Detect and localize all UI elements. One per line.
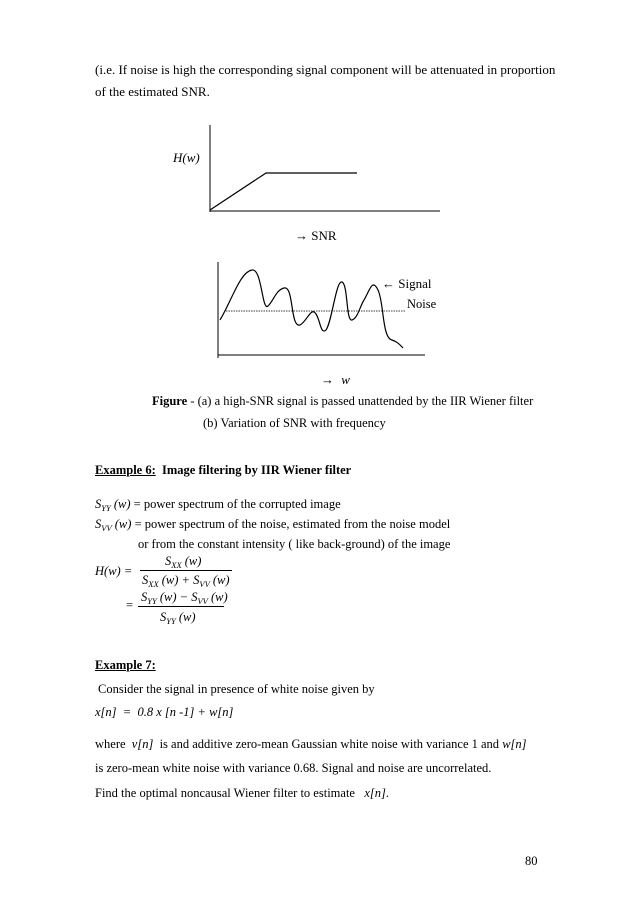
figure-caption-line-2: (b) Variation of SNR with frequency [203, 416, 386, 430]
line-3-period: . [385, 786, 389, 800]
h-den-subscript-a: XX [148, 579, 159, 589]
h-denominator [142, 573, 230, 589]
svv-definition [95, 517, 450, 533]
example-7-equation: x[n] = 0.8 x [n -1] + w[n] [95, 705, 234, 719]
svv-argument: (w) [114, 517, 132, 531]
f2-num-middle: (w) − S [156, 590, 198, 604]
v-symbol: v[n] [131, 737, 154, 751]
signal-label-text: Signal [398, 276, 432, 291]
figure-a-y-label: H(w) [173, 150, 200, 165]
f2-num-subscript-b: VV [197, 596, 208, 606]
eq-sign: = [126, 598, 134, 612]
example-6-label: Example 6: [95, 463, 156, 477]
h-den-middle: (w) + S [158, 573, 200, 587]
f2-numerator [141, 590, 228, 606]
svv-symbol: S [95, 517, 102, 531]
figure-caption-text: - (a) a high-SNR signal is passed unattended by the IIR Wiener filter [187, 394, 534, 408]
intro-line-1: (i.e. If noise is high the corresponding signal component will be attenuated in proportion [95, 62, 556, 77]
h-numerator [165, 554, 201, 570]
svv-continuation: or from the constant intensity ( like back-ground) of the image [138, 537, 451, 551]
example-7-line-2: is zero-mean white noise with variance 0.68. Signal and noise are uncorrelated. [95, 761, 492, 775]
h-num-argument: (w) [181, 554, 202, 568]
where-description: is and additive zero-mean Gaussian white noise with variance 1 and [153, 737, 503, 751]
syy-subscript: YY [101, 503, 111, 513]
figure-b-x-label [321, 372, 350, 388]
signal-label [382, 276, 431, 292]
left-arrow-icon: ← [382, 276, 395, 291]
h-den-symbol-a: S [142, 573, 149, 587]
figure-caption-line-1 [152, 394, 533, 409]
w-symbol: w[n] [502, 737, 527, 751]
example-6-heading [95, 463, 351, 478]
x-symbol: x[n] [364, 786, 386, 800]
page-number: 80 [525, 854, 538, 868]
f2-den-symbol: S [160, 610, 167, 624]
f2-den-argument: (w) [175, 610, 196, 624]
f2-den-subscript: YY [166, 616, 176, 626]
example-7-heading: Example 7: [95, 658, 156, 672]
syy-symbol: S [95, 497, 102, 511]
f2-denominator [160, 610, 196, 626]
f2-num-symbol-a: S [141, 590, 148, 604]
syy-description: = power spectrum of the corrupted image [130, 497, 341, 511]
signal-curve [220, 270, 403, 348]
figure-a-x-label [295, 228, 337, 244]
h-num-symbol: S [165, 554, 172, 568]
svv-description: = power spectrum of the noise, estimated from the noise model [131, 517, 451, 531]
intro-line-2: of the estimated SNR. [95, 84, 210, 99]
h-den-subscript-b: VV [199, 579, 210, 589]
h-fraction-bar [140, 570, 232, 571]
example-7-intro: Consider the signal in presence of white noise given by [98, 682, 375, 696]
svv-subscript: VV [101, 523, 112, 533]
h-den-end: (w) [209, 573, 230, 587]
f2-fraction-bar [138, 606, 224, 607]
example-6-title: Image filtering by IIR Wiener filter [155, 463, 352, 477]
syy-argument: (w) [113, 497, 131, 511]
right-arrow-icon: → [295, 228, 308, 243]
noise-label: Noise [407, 297, 437, 311]
figure-caption-lead: Figure [152, 394, 188, 408]
example-7-line-3 [95, 786, 389, 801]
w-label: w [341, 372, 350, 387]
f2-num-subscript-a: YY [147, 596, 157, 606]
figure-a-plot [210, 125, 440, 212]
line-3-text: Find the optimal noncausal Wiener filter to estimate [95, 786, 365, 800]
right-arrow-icon: → [321, 372, 334, 387]
h-lhs: H(w) = [95, 564, 133, 578]
h-num-subscript: XX [171, 560, 182, 570]
syy-definition [95, 497, 341, 513]
where-text: where [95, 737, 132, 751]
f2-num-end: (w) [207, 590, 228, 604]
example-7-where-line [95, 737, 527, 752]
snr-label: SNR [311, 228, 337, 243]
figure-a-response-curve [210, 173, 357, 210]
